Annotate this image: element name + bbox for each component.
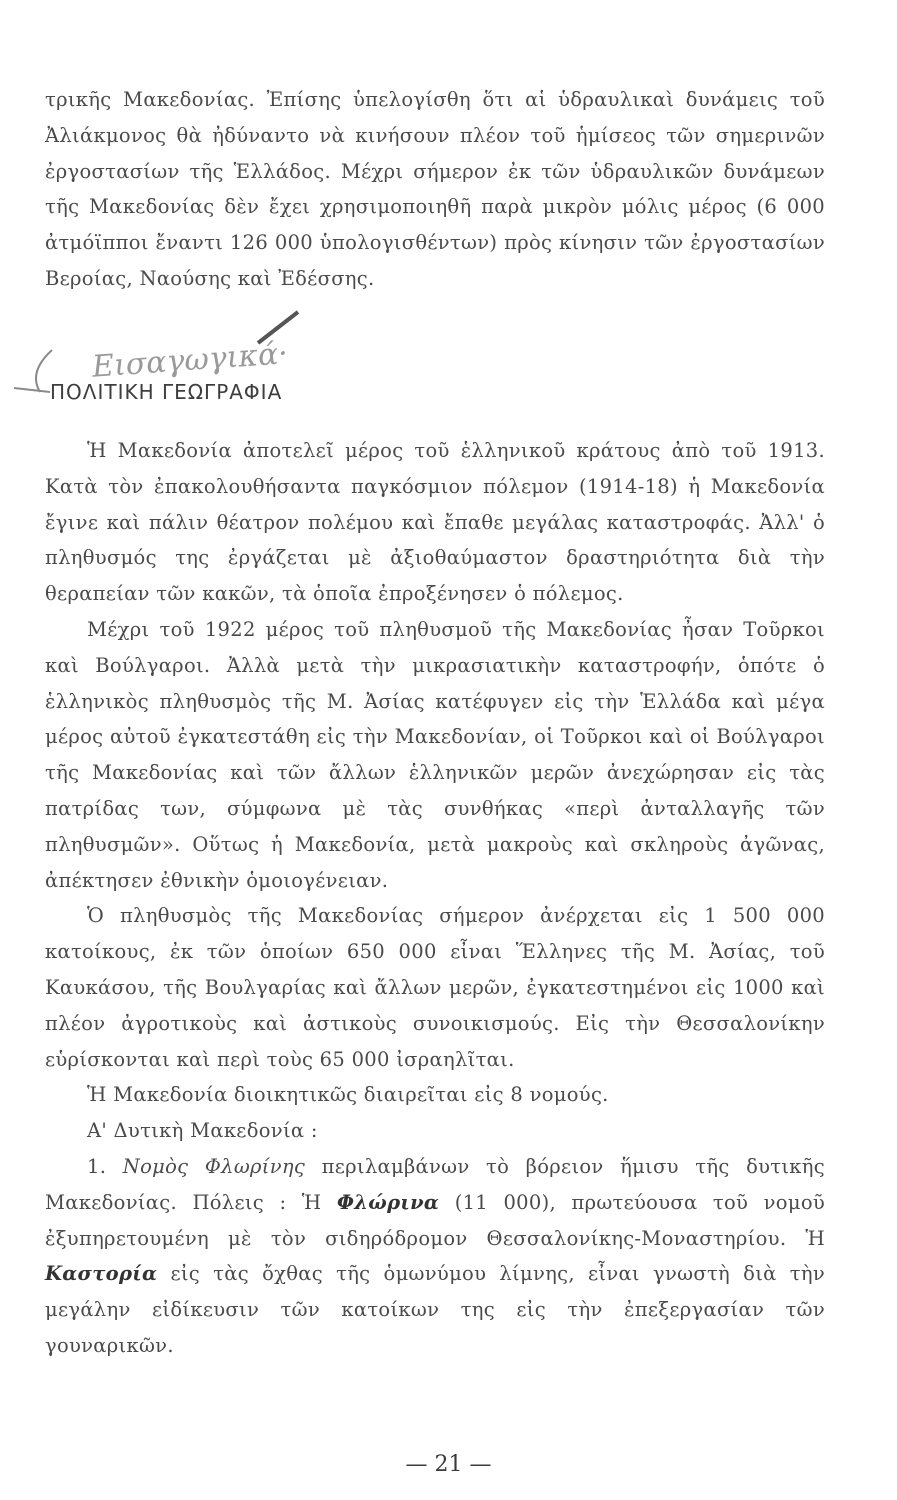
page-number: — 21 — [405, 1452, 492, 1477]
section-heading: ΠΟΛΙΤΙΚΗ ΓΕΩΓΡΑΦΙΑ [50, 380, 283, 404]
nomos-name: Νομὸς Φλωρίνης [122, 1154, 306, 1178]
pencil-slash-mark [258, 312, 298, 343]
city-florina: Φλώρινα [336, 1190, 440, 1214]
paragraph: Ὁ πληθυσμὸς τῆς Μακεδονίας σήμερον ἀνέρχεται εἰς 1 500 000 κατοίκους, ἐκ τῶν ὁποίων 650 000 εἶναι Ἕλληνες τῆς Μ. Ἀσίας, τοῦ Καυκάσου, τῆς Βουλγαρίας καὶ ἄλλων μερῶν, ἐγκατεστημένοι εἰς 1000 καὶ πλέον ἀγροτικοὺς καὶ ἀστικοὺς συνοικισμούς. Εἰς τὴν Θεσσαλονίκην εὑρίσκονται καὶ περὶ τοὺς 65 000 ἰσραηλῖται. [45, 904, 825, 1071]
paragraph: Μέχρι τοῦ 1922 μέρος τοῦ πληθυσμοῦ τῆς Μακεδονίας ἦσαν Τοῦρκοι καὶ Βούλγαροι. Ἀλλὰ μετὰ τὴν μικρασιατικὴν καταστροφήν, ὁπότε ὁ ἑλληνικὸς πληθυσμὸς τῆς Μ. Ἀσίας κατέφυγεν εἰς τὴν Ἑλλάδα καὶ μέγα μέρος αὐτοῦ ἐγκατεστάθη εἰς τὴν Μακεδονίαν, οἱ Τοῦρκοι καὶ οἱ Βούλγαροι τῆς Μακεδονίας καὶ τῶν ἄλλων ἑλληνικῶν μερῶν ἀνεχώρησαν εἰς τὰς πατρίδας των, σύμφωνα μὲ τὰς συνθήκας «περὶ ἀνταλλαγῆς τῶν πληθυσμῶν». Οὕτως ἡ Μακεδονία, μετὰ μακροὺς καὶ σκληροὺς ἀγῶνας, ἀπέκτησεν ἐθνικὴν ὁμοιογένειαν. [45, 617, 825, 892]
city-kastoria: Καστορία [45, 1262, 158, 1286]
paragraph: Ἡ Μακεδονία διοικητικῶς διαιρεῖται εἰς 8 νομούς. [87, 1083, 609, 1107]
handwritten-annotation: Εισαγωγικά· [91, 336, 289, 385]
paragraph: Ἡ Μακεδονία ἀποτελεῖ μέρος τοῦ ἑλληνικοῦ κράτους ἀπὸ τοῦ 1913. Κατὰ τὸν ἐπακολουθήσαντα παγκόσμιον πόλεμον (1914-18) ἡ Μακεδονία ἔγινε καὶ πάλιν θέατρον πολέμου καὶ ἔπαθε μεγάλας καταστροφάς. Ἀλλ' ὁ πληθυσμός της ἐργάζεται μὲ ἀξιοθαύμαστον δραστηριότητα διὰ τὴν θεραπείαν τῶν κακῶν, τὰ ὁποῖα ἐπροξένησεν ὁ πόλεμος. [45, 439, 825, 606]
paragraph: 1. Νομὸς Φλωρίνης περιλαμβάνων τὸ βόρειον ἥμισυ τῆς δυτικῆς Μακεδονίας. Πόλεις : Ἡ Φλώρινα (11 000), πρωτεύουσα τοῦ νομοῦ ἐξυπηρετουμένη μὲ τὸν σιδηρόδρομον Θεσσαλονίκης-Μοναστηρίου. Ἡ Καστορία εἰς τὰς ὄχθας τῆς ὁμωνύμου λίμνης, εἶναι γνωστὴ διὰ τὴν μεγάλην εἰδίκευσιν τῶν κατοίκων της εἰς τὴν ἐπεξεργασίαν τῶν γουναρικῶν. [45, 1154, 826, 1357]
pencil-bracket-mark [14, 350, 52, 392]
top-paragraph: τρικῆς Μακεδονίας. Ἐπίσης ὑπελογίσθη ὅτι αἱ ὑδραυλικαὶ δυνάμεις τοῦ Ἀλιάκμονος θὰ ἠδύναντο νὰ κινήσουν πλέον τοῦ ἡμίσεος τῶν σημερινῶν ἐργοστασίων τῆς Ἑλλάδος. Μέχρι σήμερον ἐκ τῶν ὑδραυλικῶν δυνάμεων τῆς Μακεδονίας δὲν ἔχει χρησιμοποιηθῆ παρὰ μικρὸν μόλις μέρος (6 000 ἀτμόϊπποι ἔναντι 126 000 ὑπολογισθέντων) πρὸς κίνησιν τῶν ἐργοστασίων Βεροίας, Ναούσης καὶ Ἐδέσσης. [45, 88, 825, 290]
paragraph: Α' Δυτικὴ Μακεδονία : [87, 1119, 318, 1143]
body-text [45, 433, 825, 1364]
